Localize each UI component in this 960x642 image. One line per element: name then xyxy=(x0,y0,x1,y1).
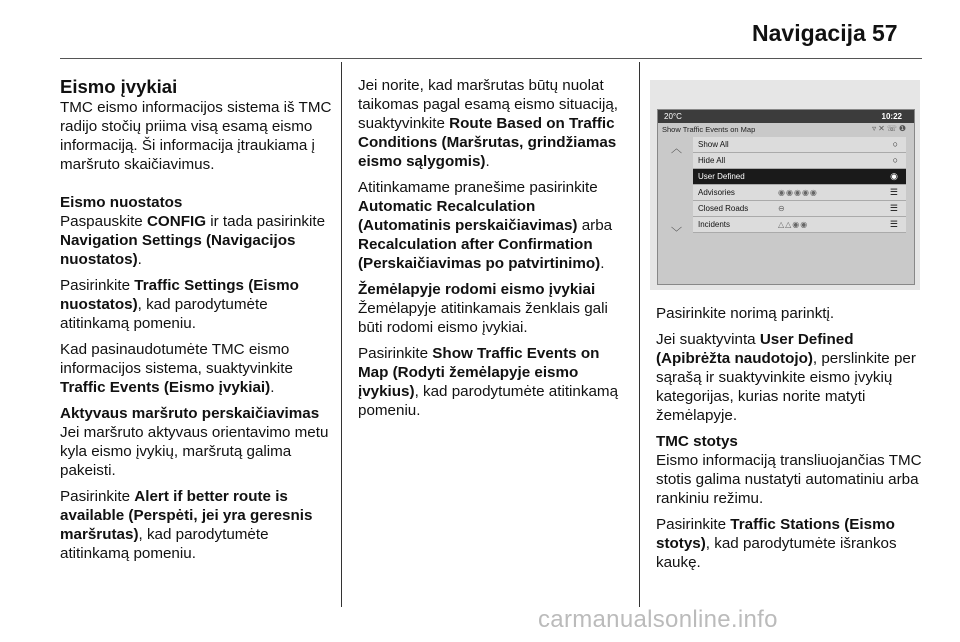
submenu-icon: ☰ xyxy=(889,203,898,213)
scroll-down-icon[interactable]: ﹀ xyxy=(671,227,682,239)
paragraph: Pasirinkite norimą parinktį. xyxy=(656,305,835,322)
infotainment-screenshot xyxy=(650,80,920,290)
traffic-sign-icons: ◉◉◉◉◉ xyxy=(778,188,818,197)
scroll-up-icon[interactable]: ︿ xyxy=(671,143,682,155)
section-heading: Eismo įvykiai xyxy=(60,76,178,97)
subheading: Aktyvaus maršruto perskaičiavimas xyxy=(60,405,320,422)
submenu-icon: ☰ xyxy=(889,187,898,197)
watermark: carmanualsonline.info xyxy=(538,606,778,633)
page-header xyxy=(0,0,960,62)
signal-icon: ▿ xyxy=(872,124,879,133)
page-title: Navigacija xyxy=(752,20,866,46)
column-divider-1 xyxy=(341,62,342,607)
menu-item-incidents[interactable]: Incidents △△◉◉ ☰ xyxy=(693,217,906,233)
submenu-icon: ☰ xyxy=(889,219,898,229)
radio-icon: ○ xyxy=(892,155,898,165)
column-divider-2 xyxy=(639,62,640,607)
paragraph: Žemėlapyje atitinkamais ženklais gali būti rodomi eismo įvykiai. xyxy=(358,300,608,336)
temperature: 20°C xyxy=(664,112,682,121)
subheading: TMC stotys xyxy=(656,433,738,450)
paragraph: Pasirinkite Show Traffic Events on Map (Rodyti žemėlapyje eismo įvykius), kad parodytumėte atitinkamą pomeniu. xyxy=(358,345,619,419)
status-bar xyxy=(658,110,914,123)
status-icons xyxy=(872,124,908,133)
paragraph: Pasirinkite Alert if better route is available (Perspėti, jei yra geresnis maršrutas), kad parodytumėte atitinkamą pomeniu. xyxy=(60,488,313,562)
subheading: Eismo nuostatos xyxy=(60,194,183,211)
phone-icon: ☏ xyxy=(886,124,899,133)
menu-item-advisories[interactable]: Advisories ◉◉◉◉◉ ☰ xyxy=(693,185,906,201)
menu-item-hide-all[interactable]: Hide All ○ xyxy=(693,153,906,169)
road-closed-icon: ⊖ xyxy=(778,204,786,213)
paragraph: Pasirinkite Traffic Stations (Eismo stotys), kad parodytumėte išrankos kaukę. xyxy=(656,516,897,571)
paragraph: Jei maršruto aktyvaus orientavimo metu kyla eismo įvykių, maršrutą galima pakeisti. xyxy=(60,424,329,479)
paragraph: Pasirinkite Traffic Settings (Eismo nuostatos), kad parodytumėte atitinkamą pomeniu. xyxy=(60,277,299,332)
radio-icon: ○ xyxy=(892,139,898,149)
column-3 xyxy=(656,304,924,579)
paragraph: Paspauskite CONFIG ir tada pasirinkite Navigation Settings (Navigacijos nuostatos). xyxy=(60,213,326,268)
menu-item-show-all[interactable]: Show All ○ xyxy=(693,137,906,153)
paragraph: TMC eismo informacijos sistema iš TMC radijo stočių priima visą esamą eismo informaciją. Ši informacija įtraukiama į maršruto skaičiavimus. xyxy=(60,99,332,173)
paragraph: Kad pasinaudotumėte TMC eismo informacijos sistema, suaktyvinkite Traffic Events (Eismo įvykiai). xyxy=(60,341,293,396)
menu-list xyxy=(693,137,906,233)
page-number: 57 xyxy=(872,20,898,46)
screen-title: Show Traffic Events on Map xyxy=(662,125,756,134)
header-rule xyxy=(60,58,922,59)
warning-sign-icons: △△◉◉ xyxy=(778,220,809,229)
menu-item-user-defined[interactable]: User Defined ◉ xyxy=(693,169,906,185)
clock: 10:22 xyxy=(881,112,902,121)
column-1 xyxy=(60,76,332,570)
column-2 xyxy=(358,76,630,427)
paragraph: Eismo informaciją transliuojančias TMC stotis galima nustatyti automatiniu arba rankiniu režimu. xyxy=(656,452,922,507)
display-screen xyxy=(657,109,915,285)
mute-icon: ✕ xyxy=(878,124,887,133)
subheading: Žemėlapyje rodomi eismo įvykiai xyxy=(358,281,596,298)
radio-selected-icon: ◉ xyxy=(890,171,898,181)
paragraph: Atitinkamame pranešime pasirinkite Automatic Recalculation (Automatinis perskaičiavimas) arba Recalculation after Confirmation (Perskaičiavimas po patvirtinimo). xyxy=(358,179,613,272)
paragraph: Jei norite, kad maršrutas būtų nuolat taikomas pagal esamą eismo situaciją, suaktyvinkite Route Based on Traffic Conditions (Maršrutas, grindžiamas eismo sąlygomis). xyxy=(358,77,618,170)
info-icon: ❶ xyxy=(898,124,908,133)
paragraph: Jei suaktyvinta User Defined (Apibrėžta naudotojo), perslinkite per sąrašą ir suaktyvinkite eismo įvykių kategorijas, kurias norite matyti žemėlapyje. xyxy=(656,331,916,424)
menu-item-closed-roads[interactable]: Closed Roads ⊖ ☰ xyxy=(693,201,906,217)
